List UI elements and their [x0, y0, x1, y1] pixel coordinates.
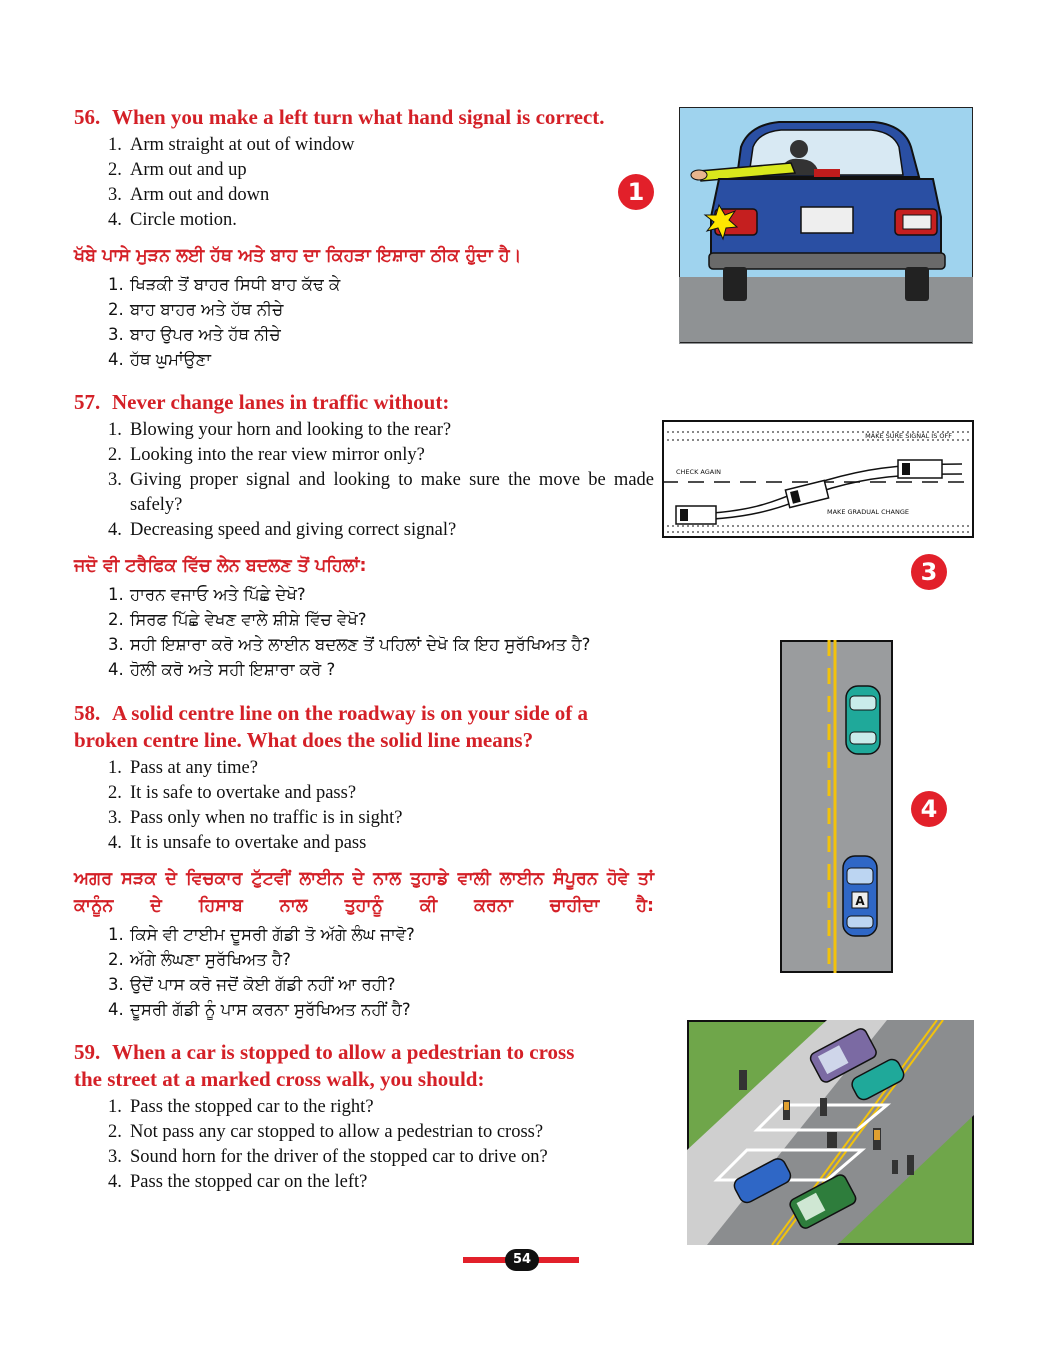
- option: 1. ਕਿਸੇ ਵੀ ਟਾਈਮ ਦੂਸਰੀ ਗੱਡੀ ਤੋ ਅੱਗੇ ਲੰਘ ਜਾਵੋ?: [108, 925, 415, 944]
- question-58: [74, 700, 654, 1022]
- punjabi-question: ਖੱਬੇ ਪਾਸੇ ਮੁੜਨ ਲਈ ਹੱਥ ਅਤੇ ਬਾਹ ਦਾ ਕਿਹੜਾ ਇਸ਼ਾਰਾ ਠੀਕ ਹੁੰਦਾ ਹੈ।: [74, 246, 522, 266]
- car-label: A: [855, 894, 865, 908]
- answer-badge: 3: [911, 554, 947, 590]
- option: 2. ਬਾਹ ਬਾਹਰ ਅਤੇ ਹੱਥ ਨੀਚੇ: [108, 300, 284, 319]
- answer-options: [74, 418, 654, 543]
- option: 4. Decreasing speed and giving correct signal?: [108, 520, 457, 540]
- option: 2. Not pass any car stopped to allow a pedestrian to cross?: [108, 1122, 544, 1142]
- answer-options: [74, 1095, 654, 1195]
- option: 3. Giving proper signal and looking to make sure the move be made safely?: [108, 470, 654, 515]
- crosswalk-illustration: [687, 1020, 974, 1245]
- option: 1. Pass at any time?: [108, 758, 258, 778]
- question-title: 56. When you make a left turn what hand signal is correct.: [74, 105, 605, 129]
- question-title: 57. Never change lanes in traffic without:: [74, 390, 450, 414]
- punjabi-options: [74, 922, 654, 1022]
- diagram-label: MAKE GRADUAL CHANGE: [827, 508, 910, 516]
- punjabi-options: [74, 582, 654, 682]
- option: 3. Sound horn for the driver of the stopped car to drive on?: [108, 1147, 548, 1167]
- option: 4. ਹੋਲੀ ਕਰੋ ਅਤੇ ਸਹੀ ਇਸ਼ਾਰਾ ਕਰੋ ?: [108, 660, 336, 679]
- option: 2. Looking into the rear view mirror only?: [108, 445, 425, 465]
- centre-line-road-illustration: [780, 640, 893, 973]
- option: 1. Blowing your horn and looking to the rear?: [108, 420, 452, 440]
- option: 3. ਸਹੀ ਇਸ਼ਾਰਾ ਕਰੋ ਅਤੇ ਲਾਈਨ ਬਦਲਣ ਤੋਂ ਪਹਿਲਾਂ ਦੇਖੋ ਕਿ ਇਹ ਸੁਰੱਖਿਅਤ ਹੈ?: [108, 635, 591, 654]
- option: 4. ਦੂਸਰੀ ਗੱਡੀ ਨੂੰ ਪਾਸ ਕਰਨਾ ਸੁਰੱਖਿਅਤ ਨਹੀਂ ਹੈ?: [108, 1000, 411, 1019]
- diagram-label: MAKE SURE SIGNAL IS OFF: [865, 432, 952, 440]
- option: 2. It is safe to overtake and pass?: [108, 783, 357, 803]
- option: 1. Arm straight at out of window: [108, 135, 355, 155]
- question-title: 59. When a car is stopped to allow a pedestrian to cross: [74, 1040, 575, 1064]
- left-turn-signal-illustration: [679, 107, 973, 344]
- option: 3. Pass only when no traffic is in sight?: [108, 808, 403, 828]
- option: 1. ਖਿੜਕੀ ਤੋਂ ਬਾਹਰ ਸਿਧੀ ਬਾਹ ਕੱਢ ਕੇ: [108, 275, 341, 294]
- answer-options: [74, 133, 654, 233]
- lane-change-diagram: [662, 420, 974, 538]
- option: 3. ਬਾਹ ਉਪਰ ਅਤੇ ਹੱਥ ਨੀਚੇ: [108, 325, 281, 344]
- option: 2. Arm out and up: [108, 160, 247, 180]
- punjabi-question: ਜਦੋ ਵੀ ਟਰੈਫਿਕ ਵਿੱਚ ਲੇਨ ਬਦਲਣ ਤੋਂ ਪਹਿਲਾਂ:: [74, 556, 367, 576]
- option: 4. It is unsafe to overtake and pass: [108, 833, 367, 853]
- question-title: 58. A solid centre line on the roadway is on your side of a: [74, 701, 589, 725]
- answer-badge: 4: [911, 791, 947, 827]
- question-title-cont: broken centre line. What does the solid line means?: [74, 728, 534, 752]
- option: 3. Arm out and down: [108, 185, 270, 205]
- answer-badge: 1: [618, 174, 654, 210]
- option: 1. ਹਾਰਨ ਵਜਾਓ ਅਤੇ ਪਿੱਛੇ ਦੇਖੋ?: [108, 585, 306, 604]
- question-57: [74, 389, 654, 682]
- option: 2. ਅੱਗੇ ਲੰਘਣਾ ਸੁਰੱਖਿਅਤ ਹੈ?: [108, 950, 291, 969]
- option: 4. Circle motion.: [108, 210, 237, 230]
- page-number: 54: [505, 1249, 539, 1271]
- punjabi-question: ਅਗਰ ਸੜਕ ਦੇ ਵਿਚਕਾਰ ਟੁੱਟਵੀਂ ਲਾਈਨ ਦੇ ਨਾਲ ਤੁਹਾਡੇ ਵਾਲੀ ਲਾਈਨ ਸੰਪੂਰਨ ਹੋਵੇ ਤਾਂ ਕਾਨੂੰਨ ਦੇ ਹਿਸਾਬ ਨਾਲ ਤੁਹਾਨੂੰ ਕੀ ਕਰਨਾ ਚਾਹੀਦਾ ਹੈ:: [74, 869, 654, 916]
- question-56: [74, 104, 654, 372]
- question-59: [74, 1039, 654, 1195]
- answer-options: [74, 756, 654, 856]
- diagram-label: CHECK AGAIN: [676, 468, 721, 476]
- option: 3. ਉਦੋਂ ਪਾਸ ਕਰੋ ਜਦੋਂ ਕੋਈ ਗੱਡੀ ਨਹੀਂ ਆ ਰਹੀ?: [108, 975, 396, 994]
- question-title-cont: the street at a marked cross walk, you should:: [74, 1067, 485, 1091]
- option: 2. ਸਿਰਫ ਪਿੱਛੇ ਵੇਖਣ ਵਾਲੇ ਸ਼ੀਸ਼ੇ ਵਿੱਚ ਵੇਖੋ?: [108, 610, 367, 629]
- punjabi-options: [74, 272, 654, 372]
- option: 4. ਹੱਥ ਘੁਮਾਂਉਣਾ: [108, 350, 212, 369]
- option: 4. Pass the stopped car on the left?: [108, 1172, 368, 1192]
- option: 1. Pass the stopped car to the right?: [108, 1097, 374, 1117]
